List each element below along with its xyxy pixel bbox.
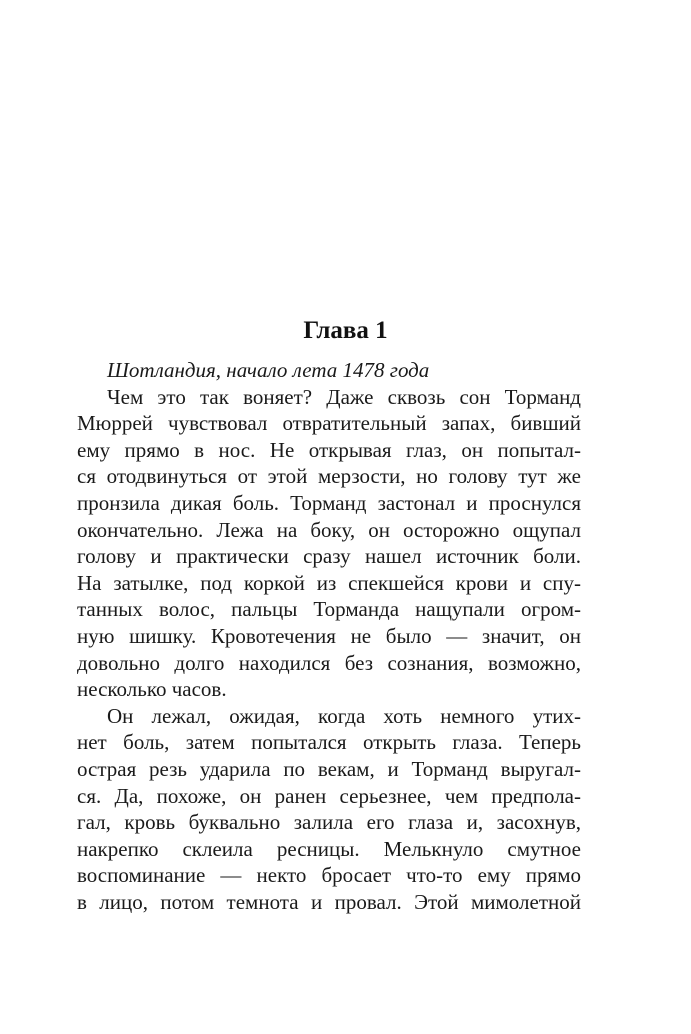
text-line: воспоминание — некто бросает что-то ему прямо [77,863,581,888]
text-line: танных волос, пальцы Торманда нащупали огром- [77,597,581,622]
text-line: На затылке, под коркой из спекшейся крови и спу- [77,570,581,595]
paragraph-1 [77,384,581,703]
text-line: Он лежал, ожидая, когда хоть немного утих- [107,703,581,728]
text-line: ную шишку. Кровотечения не было — значит, он [77,623,581,648]
chapter-title: Глава 1 [303,317,388,344]
chapter-subtitle: Шотландия, начало лета 1478 года [107,358,430,382]
text-line: ся. Да, похоже, он ранен серьезнее, чем предпола- [77,783,581,808]
text-line: довольно долго находился без сознания, возможно, [77,650,581,675]
text-line: Чем это так воняет? Даже сквозь сон Торманд [107,384,581,409]
text-line: ся отодвинуться от этой мерзости, но голову тут же [77,464,581,489]
paragraph-2 [77,703,581,916]
text-line: голову и практически сразу нашел источник боли. [77,544,581,569]
text-line: накрепко склеила ресницы. Мелькнуло смутное [77,836,581,861]
text-body [77,357,581,915]
text-line: ему прямо в нос. Не открывая глаз, он попытал- [77,437,581,462]
text-line: несколько часов. [77,677,227,702]
text-line: окончательно. Лежа на боку, он осторожно ощупал [77,517,581,542]
text-line: острая резь ударила по векам, и Торманд выругал- [77,756,581,781]
text-line: в лицо, потом темнота и провал. Этой мимолетной [77,889,581,914]
text-line: гал, кровь буквально залила его глаза и, засохнув, [77,810,581,835]
text-line: пронзила дикая боль. Торманд застонал и проснулся [77,490,581,515]
text-line: Мюррей чувствовал отвратительный запах, бивший [77,411,581,436]
text-line: нет боль, затем попытался открыть глаза. Теперь [77,730,581,755]
